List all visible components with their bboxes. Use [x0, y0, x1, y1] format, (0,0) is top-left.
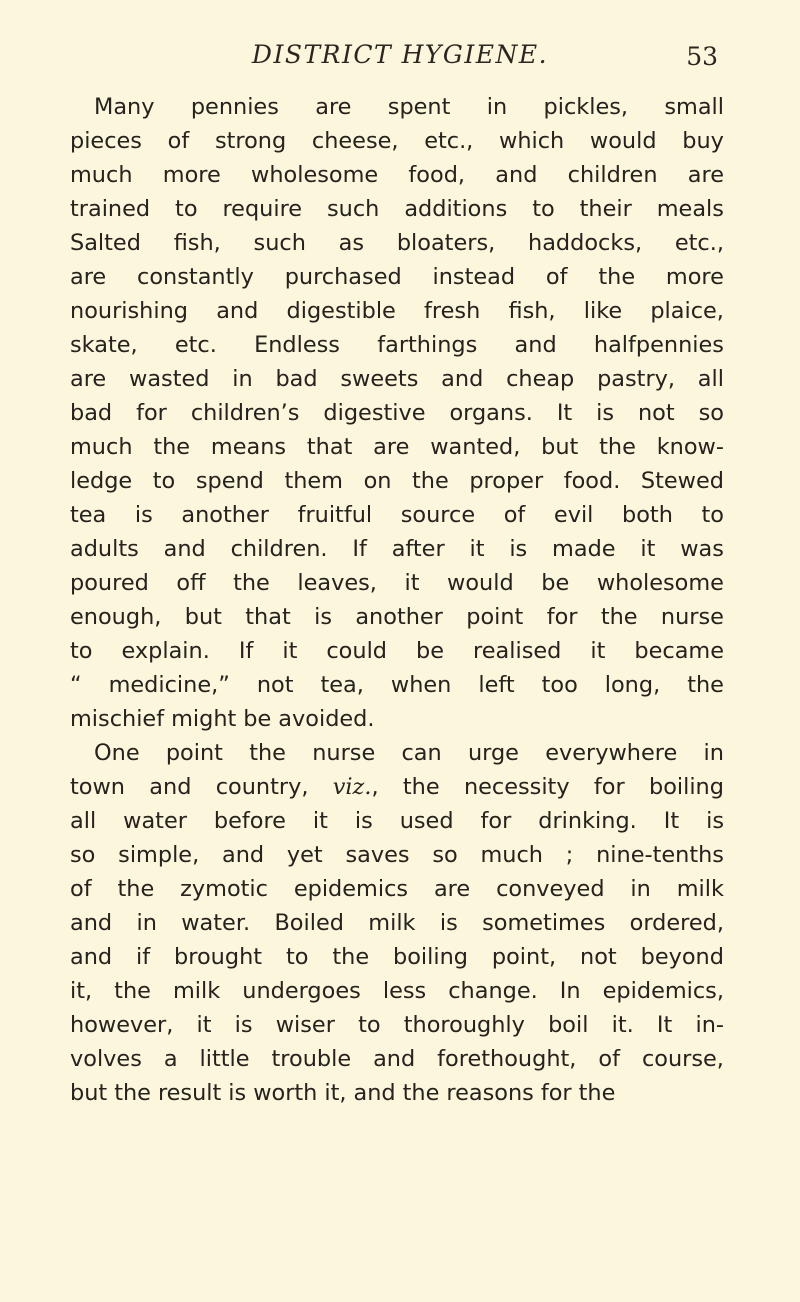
- word: conveyed: [496, 876, 605, 902]
- word: for: [136, 400, 167, 426]
- word: worth: [253, 1080, 318, 1106]
- word: long,: [604, 672, 661, 698]
- word: of: [545, 264, 568, 290]
- word: source: [400, 502, 476, 528]
- word: for: [593, 774, 625, 800]
- text-line: [70, 804, 724, 838]
- word: plaice,: [650, 298, 724, 324]
- word: boil: [548, 1012, 589, 1038]
- word: it,: [70, 978, 93, 1004]
- word: town: [70, 774, 125, 800]
- body-text: [70, 90, 724, 1110]
- word: Many: [94, 94, 155, 120]
- text-line: [70, 566, 724, 600]
- word: like: [583, 298, 623, 324]
- word: on: [363, 468, 392, 494]
- word: the: [600, 604, 638, 630]
- word: yet: [286, 842, 323, 868]
- word: nurse: [312, 740, 376, 766]
- word: nine-tenths: [596, 842, 724, 868]
- text-line: [70, 226, 724, 260]
- word: not: [637, 400, 675, 426]
- word: to: [701, 502, 724, 528]
- word: tea,: [320, 672, 364, 698]
- word: and: [149, 774, 192, 800]
- text-line: [70, 770, 724, 804]
- word: trained: [70, 196, 151, 222]
- word: in: [136, 910, 157, 936]
- word: drinking.: [538, 808, 637, 834]
- text-line: [70, 328, 724, 362]
- word: the: [402, 774, 440, 800]
- word: nurse: [660, 604, 724, 630]
- word: are: [70, 366, 107, 392]
- word: the: [687, 672, 724, 698]
- word: “: [70, 672, 82, 698]
- word: mischief: [70, 706, 165, 732]
- word: not: [256, 672, 294, 698]
- word: be: [541, 570, 570, 596]
- word: of: [598, 1046, 620, 1072]
- word: avoided.: [278, 706, 375, 732]
- word: could: [326, 638, 388, 664]
- word: in: [232, 366, 253, 392]
- text-line: [70, 124, 724, 158]
- word: be: [243, 706, 272, 732]
- word: for: [546, 604, 578, 630]
- word: children: [567, 162, 658, 188]
- running-title: DISTRICT HYGIENE.: [251, 40, 549, 69]
- word: are: [433, 876, 471, 902]
- word: nourishing: [70, 298, 188, 324]
- word: the: [114, 1080, 151, 1106]
- text-line: [70, 532, 724, 566]
- word: require: [222, 196, 303, 222]
- word: and: [163, 536, 206, 562]
- word: haddocks,: [528, 230, 643, 256]
- text-line: [70, 668, 724, 702]
- word: It: [663, 808, 680, 834]
- word: such: [253, 230, 306, 256]
- word: meals: [656, 196, 724, 222]
- word: volves: [70, 1046, 142, 1072]
- word: when: [390, 672, 452, 698]
- word: too: [541, 672, 578, 698]
- word: to: [70, 638, 93, 664]
- word: strong: [214, 128, 287, 154]
- word: ;: [565, 842, 574, 868]
- word: the: [412, 468, 449, 494]
- word: point: [466, 604, 524, 630]
- word: the: [114, 978, 151, 1004]
- word: much: [480, 842, 543, 868]
- text-line: [70, 498, 724, 532]
- word: point,: [491, 944, 557, 970]
- word: before: [213, 808, 286, 834]
- word: so: [432, 842, 458, 868]
- word: farthings: [377, 332, 478, 358]
- word: result: [157, 1080, 222, 1106]
- word: little: [199, 1046, 250, 1072]
- word: wiser: [275, 1012, 335, 1038]
- word: is: [706, 808, 724, 834]
- word: however,: [70, 1012, 174, 1038]
- word: less: [382, 978, 427, 1004]
- text-line: [70, 430, 724, 464]
- word: are: [687, 162, 724, 188]
- word: ordered,: [629, 910, 724, 936]
- word: as: [338, 230, 365, 256]
- text-line: [70, 736, 724, 770]
- word: country,: [215, 774, 309, 800]
- word: the: [598, 264, 636, 290]
- word: means: [210, 434, 287, 460]
- word: beyond: [640, 944, 724, 970]
- word: fish,: [173, 230, 221, 256]
- page-number: 53: [686, 42, 718, 71]
- word: for: [540, 1080, 572, 1106]
- word: all: [697, 366, 724, 392]
- word: One: [94, 740, 140, 766]
- word: fish,: [508, 298, 556, 324]
- word: both: [622, 502, 673, 528]
- word: food,: [408, 162, 466, 188]
- word: skate,: [70, 332, 138, 358]
- word: it: [282, 638, 298, 664]
- word: became: [634, 638, 724, 664]
- word: the: [402, 1080, 440, 1106]
- word: Salted: [70, 230, 141, 256]
- word: is: [439, 910, 458, 936]
- word: but: [184, 604, 222, 630]
- paragraph: [70, 736, 724, 1110]
- text-line: [70, 158, 724, 192]
- word: such: [327, 196, 380, 222]
- word: additions: [404, 196, 508, 222]
- word: It: [656, 1012, 673, 1038]
- word: pickles,: [543, 94, 629, 120]
- word: used: [399, 808, 454, 834]
- word: sweets: [340, 366, 419, 392]
- word: proper: [469, 468, 544, 494]
- word: etc.,: [674, 230, 724, 256]
- word: point: [165, 740, 223, 766]
- word: are: [315, 94, 352, 120]
- word: it: [640, 536, 656, 562]
- word: another: [355, 604, 443, 630]
- word: leaves,: [297, 570, 377, 596]
- word: much: [70, 434, 133, 460]
- word: Boiled: [274, 910, 344, 936]
- word: the: [117, 876, 155, 902]
- word: fruitful: [297, 502, 373, 528]
- word: the: [578, 1080, 616, 1106]
- word: of: [70, 876, 92, 902]
- word: If: [238, 638, 254, 664]
- word: spent: [387, 94, 451, 120]
- text-line: [70, 1008, 724, 1042]
- word: viz.,: [332, 774, 379, 800]
- text-line: [70, 396, 724, 430]
- word: more: [665, 264, 724, 290]
- word: it: [469, 536, 485, 562]
- word: to: [358, 1012, 381, 1038]
- paragraph: [70, 90, 724, 736]
- word: it: [404, 570, 420, 596]
- word: instead: [432, 264, 516, 290]
- word: milk: [172, 978, 221, 1004]
- word: saves: [345, 842, 410, 868]
- word: spend: [195, 468, 264, 494]
- text-line: [70, 974, 724, 1008]
- word: much: [70, 162, 133, 188]
- word: to: [152, 468, 176, 494]
- word: Endless: [254, 332, 340, 358]
- word: realised: [473, 638, 562, 664]
- word: wasted: [129, 366, 210, 392]
- word: bad: [275, 366, 318, 392]
- word: and: [514, 332, 557, 358]
- word: and: [353, 1080, 396, 1106]
- word: for: [480, 808, 512, 834]
- word: undergoes: [242, 978, 361, 1004]
- word: urge: [467, 740, 519, 766]
- word: bloaters,: [396, 230, 496, 256]
- word: would: [589, 128, 657, 154]
- text-line: [70, 702, 724, 736]
- word: milk: [368, 910, 416, 936]
- word: is: [314, 604, 332, 630]
- running-head: [0, 40, 800, 84]
- word: buy: [682, 128, 724, 154]
- word: of: [167, 128, 190, 154]
- word: of: [503, 502, 526, 528]
- word: know-: [656, 434, 724, 460]
- word: boiling: [648, 774, 724, 800]
- word: might: [171, 706, 237, 732]
- word: them: [284, 468, 343, 494]
- word: cheese,: [311, 128, 399, 154]
- word: bad: [70, 400, 113, 426]
- word: the: [249, 740, 286, 766]
- word: tea: [70, 502, 107, 528]
- word: which: [499, 128, 565, 154]
- word: food.: [563, 468, 621, 494]
- word: zymotic: [180, 876, 268, 902]
- word: it: [590, 638, 606, 664]
- word: purchased: [284, 264, 402, 290]
- word: are: [70, 264, 107, 290]
- word: was: [680, 536, 724, 562]
- word: another: [181, 502, 269, 528]
- word: in-: [695, 1012, 724, 1038]
- word: water: [123, 808, 187, 834]
- text-line: [70, 838, 724, 872]
- word: that: [306, 434, 353, 460]
- word: children’s: [190, 400, 300, 426]
- word: not: [580, 944, 617, 970]
- word: reasons: [446, 1080, 534, 1106]
- word: It: [556, 400, 573, 426]
- word: it: [312, 808, 328, 834]
- word: wholesome: [251, 162, 379, 188]
- word: can: [401, 740, 442, 766]
- word: wanted,: [430, 434, 521, 460]
- word: after: [391, 536, 445, 562]
- word: small: [664, 94, 724, 120]
- word: and: [216, 298, 259, 324]
- word: pastry,: [597, 366, 676, 392]
- word: milk: [676, 876, 724, 902]
- word: is: [134, 502, 153, 528]
- word: it,: [324, 1080, 347, 1106]
- word: in: [486, 94, 508, 120]
- word: the: [332, 944, 370, 970]
- word: epidemics,: [602, 978, 724, 1004]
- text-line: [70, 260, 724, 294]
- word: poured: [70, 570, 149, 596]
- word: their: [579, 196, 632, 222]
- word: brought: [174, 944, 263, 970]
- word: medicine,”: [108, 672, 230, 698]
- word: would: [447, 570, 514, 596]
- word: pieces: [70, 128, 142, 154]
- word: in: [703, 740, 724, 766]
- word: boiling: [393, 944, 468, 970]
- text-line: [70, 940, 724, 974]
- word: explain.: [121, 638, 210, 664]
- word: If: [352, 536, 367, 562]
- word: pennies: [190, 94, 279, 120]
- text-line: [70, 906, 724, 940]
- word: is: [228, 1080, 247, 1106]
- word: that: [245, 604, 291, 630]
- word: is: [354, 808, 373, 834]
- word: off: [176, 570, 206, 596]
- word: but: [70, 1080, 108, 1106]
- word: digestive: [323, 400, 426, 426]
- word: wholesome: [596, 570, 724, 596]
- word: adults: [70, 536, 139, 562]
- text-line: [70, 600, 724, 634]
- word: so: [698, 400, 724, 426]
- word: more: [162, 162, 221, 188]
- word: thoroughly: [403, 1012, 525, 1038]
- word: everywhere: [545, 740, 678, 766]
- word: made: [552, 536, 616, 562]
- word: are: [373, 434, 410, 460]
- word: cheap: [506, 366, 575, 392]
- word: and: [373, 1046, 416, 1072]
- text-line: [70, 634, 724, 668]
- word: organs.: [449, 400, 533, 426]
- word: forethought,: [437, 1046, 577, 1072]
- text-line: [70, 362, 724, 396]
- word: and: [441, 366, 484, 392]
- word: enough,: [70, 604, 162, 630]
- word: water.: [181, 910, 251, 936]
- word: is: [234, 1012, 253, 1038]
- word: so: [70, 842, 96, 868]
- word: children.: [230, 536, 328, 562]
- word: sometimes: [482, 910, 606, 936]
- word: evil: [553, 502, 594, 528]
- word: left: [478, 672, 515, 698]
- word: be: [416, 638, 445, 664]
- word: to: [285, 944, 309, 970]
- word: to: [532, 196, 555, 222]
- word: it.: [611, 1012, 634, 1038]
- text-line: [70, 1042, 724, 1076]
- word: etc.: [174, 332, 217, 358]
- word: if: [136, 944, 151, 970]
- word: all: [70, 808, 97, 834]
- word: but: [541, 434, 579, 460]
- word: digestible: [286, 298, 396, 324]
- word: etc.,: [424, 128, 474, 154]
- word: and: [70, 910, 113, 936]
- text-line: [70, 294, 724, 328]
- word: In: [559, 978, 581, 1004]
- word: ledge: [70, 468, 133, 494]
- word: the: [153, 434, 191, 460]
- word: and: [495, 162, 538, 188]
- text-line: [70, 192, 724, 226]
- word: trouble: [271, 1046, 352, 1072]
- text-line: [70, 1076, 724, 1110]
- word: the: [233, 570, 270, 596]
- word: and: [221, 842, 265, 868]
- text-line: [70, 90, 724, 124]
- text-line: [70, 872, 724, 906]
- word: necessity: [463, 774, 570, 800]
- word: in: [630, 876, 651, 902]
- word: a: [163, 1046, 178, 1072]
- word: course,: [641, 1046, 724, 1072]
- word: it: [196, 1012, 212, 1038]
- word: is: [596, 400, 615, 426]
- word: constantly: [137, 264, 254, 290]
- text-line: [70, 464, 724, 498]
- word: change.: [448, 978, 538, 1004]
- word: the: [599, 434, 636, 460]
- word: Stewed: [640, 468, 724, 494]
- word: fresh: [424, 298, 481, 324]
- word: halfpennies: [593, 332, 724, 358]
- word: epidemics: [293, 876, 409, 902]
- word: and: [70, 944, 113, 970]
- word: simple,: [118, 842, 200, 868]
- word: to: [175, 196, 198, 222]
- word: is: [509, 536, 528, 562]
